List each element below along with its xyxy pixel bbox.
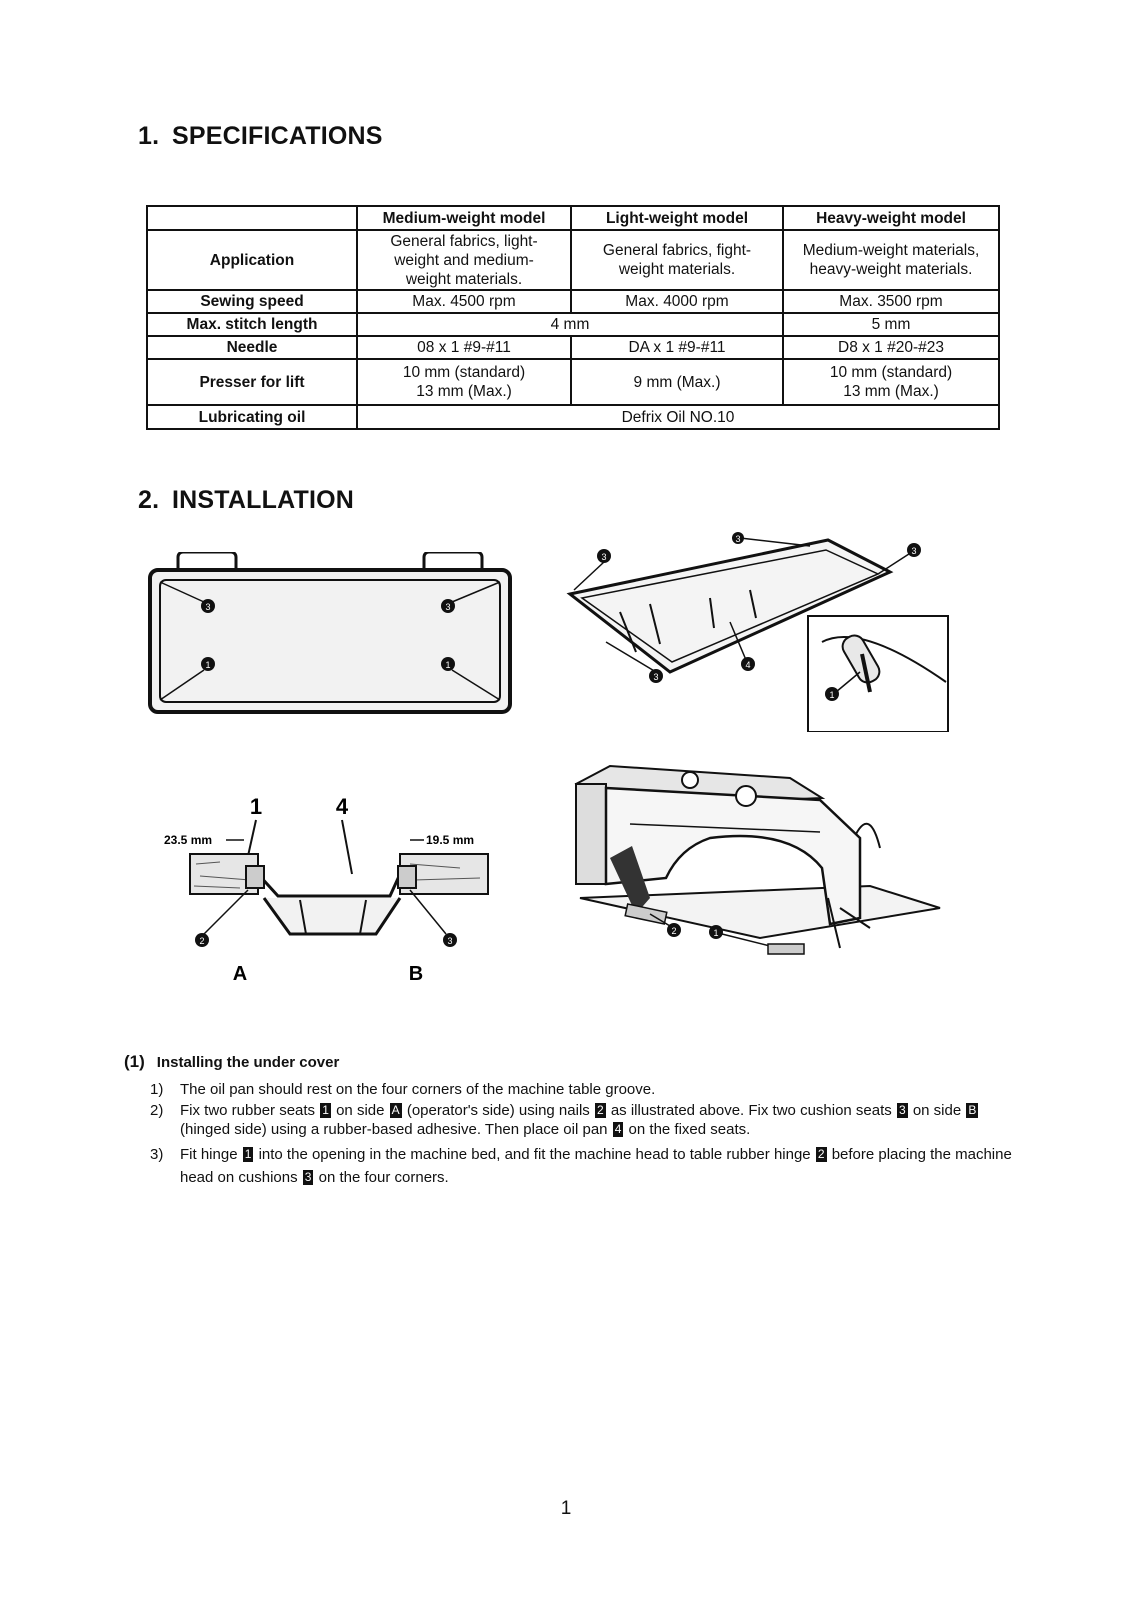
svg-text:3: 3	[601, 552, 607, 562]
cell-speed-heavy: Max. 3500 rpm	[783, 290, 999, 313]
svg-text:3: 3	[445, 602, 451, 612]
cell-speed-light: Max. 4000 rpm	[571, 290, 783, 313]
table-header-row	[147, 206, 999, 230]
step-text: before placing the machine head on cushions	[180, 1146, 1012, 1186]
callout-box: 1	[244, 1147, 252, 1161]
cell-presser-heavy: 10 mm (standard) 13 mm (Max.)	[783, 359, 999, 405]
column-header-medium: Medium-weight model	[357, 206, 571, 230]
oil-pan-perspective-figure	[560, 532, 960, 732]
svg-text:3: 3	[911, 546, 917, 556]
step-text: on the four corners.	[318, 1169, 449, 1186]
svg-text:1: 1	[205, 660, 211, 670]
row-label-presser-lift: Presser for lift	[147, 359, 357, 405]
section-number: 2.	[138, 486, 160, 514]
callout-box: 3	[898, 1103, 906, 1117]
step-number: 2)	[150, 1102, 164, 1119]
cell-needle-light: DA x 1 #9-#11	[571, 336, 783, 359]
machine-head-figure	[570, 738, 950, 978]
cell-speed-medium: Max. 4500 rpm	[357, 290, 571, 313]
side-a-label: A	[232, 963, 248, 985]
table-row	[147, 230, 999, 290]
cell-oil-all: Defrix Oil NO.10	[357, 405, 999, 429]
row-label-application: Application	[147, 230, 357, 290]
callout-box: B	[968, 1103, 977, 1117]
cell-needle-heavy: D8 x 1 #20-#23	[783, 336, 999, 359]
callout-box: 3	[304, 1170, 312, 1184]
svg-text:3: 3	[205, 602, 211, 612]
column-header-heavy: Heavy-weight model	[783, 206, 999, 230]
cell-presser-medium: 10 mm (standard) 13 mm (Max.)	[357, 359, 571, 405]
svg-text:1: 1	[445, 660, 451, 670]
cell-application-medium: General fabrics, light- weight and medium- weight materials.	[357, 230, 571, 290]
subsection-title: Installing the under cover	[156, 1054, 340, 1071]
section-title-installation	[138, 486, 354, 515]
instruction-step-3	[150, 1143, 1020, 1189]
callout-box: 2	[596, 1103, 604, 1117]
section-title-text: SPECIFICATIONS	[172, 122, 383, 150]
step-text: on side	[336, 1102, 385, 1119]
instruction-step-1	[150, 1080, 1020, 1099]
oil-pan-top-view-figure	[146, 552, 526, 732]
cell-needle-medium: 08 x 1 #9-#11	[357, 336, 571, 359]
instruction-steps	[150, 1080, 1020, 1191]
section-title-specifications	[138, 122, 383, 151]
section-number: 1.	[138, 122, 160, 150]
specifications-table	[146, 205, 1000, 430]
step-text: (operator's side) using nails	[406, 1102, 590, 1119]
cell-stitch-heavy: 5 mm	[783, 313, 999, 336]
table-row	[147, 336, 999, 359]
svg-text:2: 2	[671, 926, 677, 936]
svg-text:3: 3	[653, 672, 659, 682]
svg-text:1: 1	[713, 928, 719, 938]
step-number: 3)	[150, 1146, 164, 1163]
table-row	[147, 313, 999, 336]
svg-text:3: 3	[735, 534, 741, 544]
label-1: 1	[249, 794, 263, 819]
svg-text:1: 1	[829, 690, 835, 700]
row-label-sewing-speed: Sewing speed	[147, 290, 357, 313]
cell-stitch-medium-light: 4 mm	[357, 313, 783, 336]
svg-text:2: 2	[199, 936, 205, 946]
step-text: The oil pan should rest on the four corners of the machine table groove.	[180, 1081, 656, 1098]
cell-application-heavy: Medium-weight materials, heavy-weight materials.	[783, 230, 999, 290]
step-number: 1)	[150, 1081, 164, 1098]
column-header-light: Light-weight model	[571, 206, 783, 230]
row-label-needle: Needle	[147, 336, 357, 359]
step-text: into the opening in the machine bed, and fit the machine head to table rubber hinge	[258, 1146, 811, 1163]
callout-box: 1	[322, 1103, 329, 1117]
table-row	[147, 405, 999, 429]
dim-right: 19.5 mm	[426, 833, 475, 847]
dim-left: 23.5 mm	[164, 833, 213, 847]
table-row	[147, 359, 999, 405]
cell-presser-light: 9 mm (Max.)	[571, 359, 783, 405]
cell-application-light: General fabrics, fight- weight materials.	[571, 230, 783, 290]
subsection-number: (1)	[124, 1052, 145, 1071]
instruction-step-2	[150, 1101, 1020, 1139]
row-label-lubricating-oil: Lubricating oil	[147, 405, 357, 429]
callout-box: 2	[817, 1147, 825, 1161]
cross-section-figure	[160, 784, 500, 994]
section-title-text: INSTALLATION	[172, 486, 355, 514]
svg-text:4: 4	[745, 660, 751, 670]
step-text: Fix two rubber seats	[180, 1102, 316, 1119]
side-b-label: B	[408, 963, 424, 985]
subsection-heading	[124, 1052, 339, 1072]
row-label-stitch-length: Max. stitch length	[147, 313, 357, 336]
step-text: Fit hinge	[180, 1146, 238, 1163]
step-text: on the fixed seats.	[628, 1121, 751, 1138]
step-text: on side	[912, 1102, 962, 1119]
step-text: as illustrated above. Fix two cushion seats	[610, 1102, 892, 1119]
table-corner-cell	[147, 206, 357, 230]
step-text: (hinged side) using a rubber-based adhesive. Then place oil pan	[180, 1121, 608, 1138]
page-number: 1	[560, 1498, 572, 1519]
label-4: 4	[335, 794, 349, 819]
table-row	[147, 290, 999, 313]
callout-box: 4	[614, 1122, 622, 1136]
svg-text:3: 3	[447, 936, 453, 946]
callout-box: A	[391, 1103, 400, 1117]
